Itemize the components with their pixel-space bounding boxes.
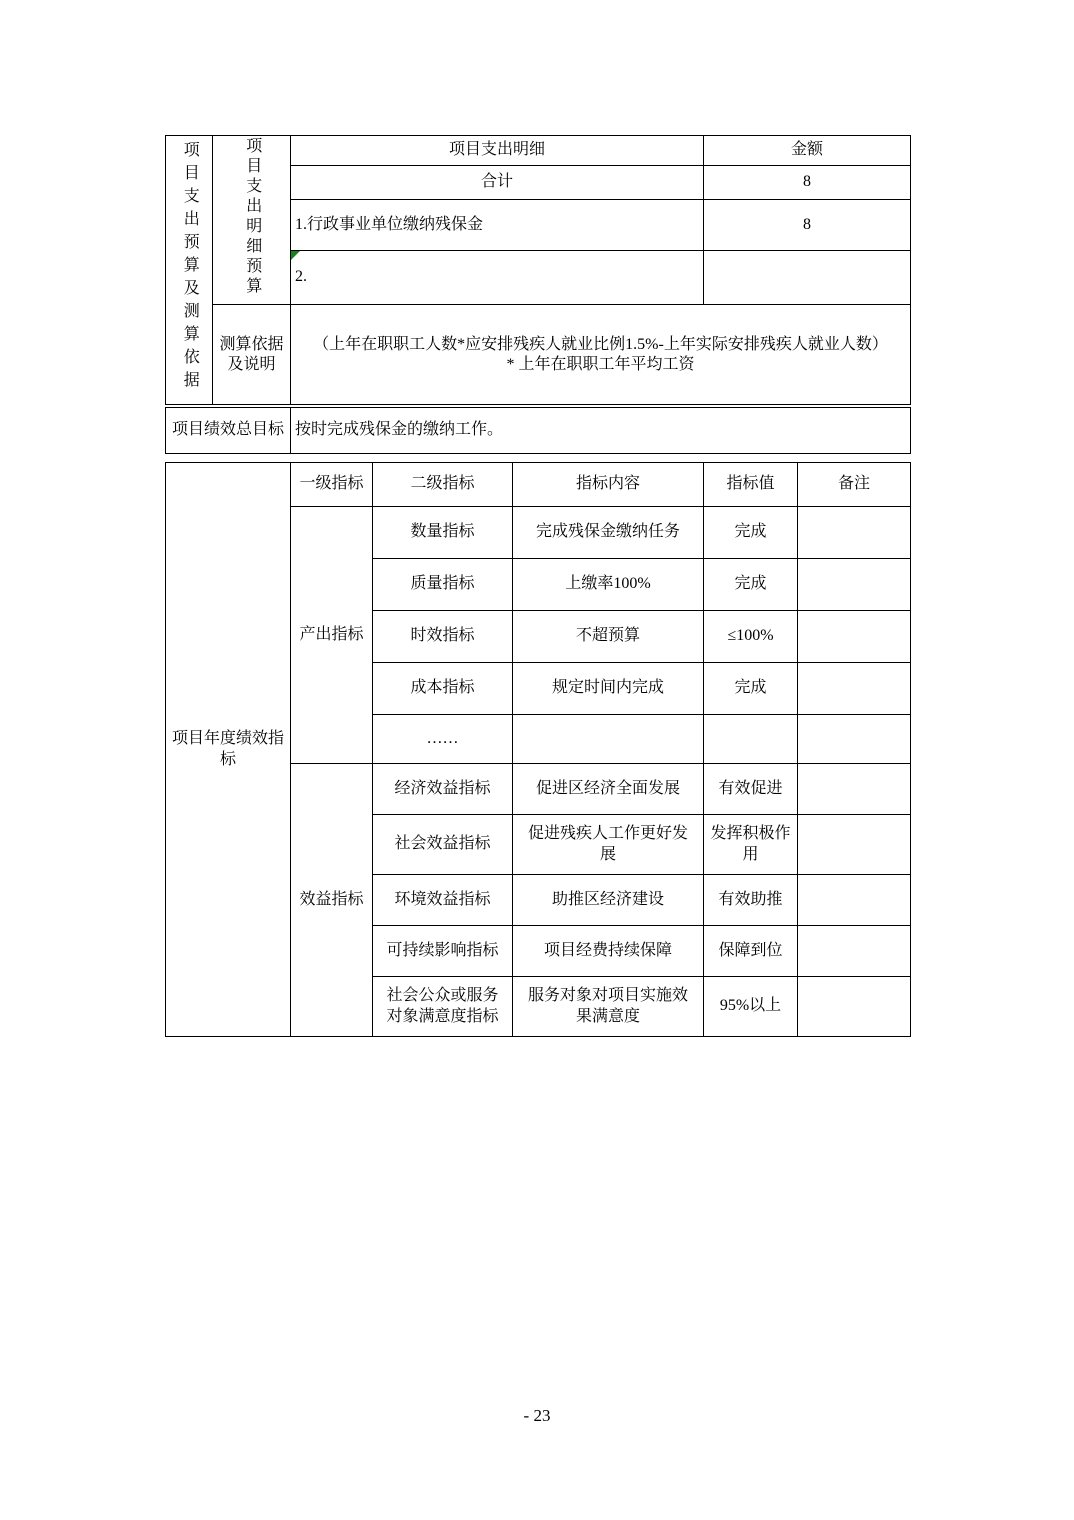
indicator-value: 发挥积极作用	[704, 815, 798, 875]
indicator-level2: 时效指标	[373, 611, 513, 663]
header-level2: 二级指标	[373, 463, 513, 507]
indicator-note	[798, 715, 911, 764]
indicator-level2: ……	[373, 715, 513, 764]
indicator-note	[798, 764, 911, 815]
cell-error-marker-triangle	[291, 251, 300, 260]
indicator-note	[798, 611, 911, 663]
indicator-level2: 社会公众或服务对象满意度指标	[373, 977, 513, 1037]
header-level1: 一级指标	[291, 463, 373, 507]
budget-section-label-cell	[166, 136, 213, 405]
indicator-level2: 数量指标	[373, 507, 513, 559]
indicator-level2: 可持续影响指标	[373, 926, 513, 977]
indicator-value: ≤100%	[704, 611, 798, 663]
indicator-content: 服务对象对项目实施效果满意度	[513, 977, 704, 1037]
indicator-content: 促进区经济全面发展	[513, 764, 704, 815]
basis-content-line2: * 上年在职职工年平均工资	[506, 355, 695, 373]
indicator-note	[798, 507, 911, 559]
detail-row-2-amount	[704, 250, 911, 305]
amount-column-header: 金额	[704, 136, 911, 166]
indicator-content: 上缴率100%	[513, 559, 704, 611]
indicator-content: 不超预算	[513, 611, 704, 663]
indicator-value: 有效助推	[704, 875, 798, 926]
indicator-note	[798, 977, 911, 1037]
goal-table	[165, 407, 911, 454]
page-number: - 23	[523, 1406, 551, 1425]
output-group-label: 产出指标	[291, 507, 373, 764]
detail-row-2-name: 2.	[295, 268, 307, 286]
indicator-value	[704, 715, 798, 764]
total-row-amount: 8	[704, 166, 911, 199]
indicator-note	[798, 559, 911, 611]
indicator-value: 95%以上	[704, 977, 798, 1037]
indicator-level2: 环境效益指标	[373, 875, 513, 926]
indicator-note	[798, 926, 911, 977]
detail-column-header: 项目支出明细	[291, 136, 704, 166]
indicator-content: 助推区经济建设	[513, 875, 704, 926]
indicators-table	[165, 462, 911, 1037]
header-note: 备注	[798, 463, 911, 507]
indicator-value: 完成	[704, 663, 798, 715]
benefit-group-label: 效益指标	[291, 764, 373, 1037]
basis-content-line1: （上年在职职工人数*应安排残疾人就业比例1.5%-上年实际安排残疾人就业人数）	[313, 335, 888, 353]
header-value: 指标值	[704, 463, 798, 507]
indicator-content: 项目经费持续保障	[513, 926, 704, 977]
detail-budget-label: 项目支出明细预算	[243, 137, 261, 297]
indicator-note	[798, 875, 911, 926]
indicator-value: 完成	[704, 507, 798, 559]
indicators-left-label-cell	[166, 463, 291, 1037]
indicator-value: 完成	[704, 559, 798, 611]
detail-row-1-amount: 8	[704, 199, 911, 250]
indicator-content: 促进残疾人工作更好发展	[513, 815, 704, 875]
basis-content-cell	[291, 305, 911, 405]
goal-content-cell: 按时完成残保金的缴纳工作。	[291, 408, 911, 454]
total-row-label: 合计	[291, 166, 704, 199]
detail-budget-label-cell	[213, 136, 291, 305]
indicator-content: 规定时间内完成	[513, 663, 704, 715]
indicator-level2: 质量指标	[373, 559, 513, 611]
indicator-note	[798, 815, 911, 875]
budget-table	[165, 135, 911, 405]
indicator-value: 有效促进	[704, 764, 798, 815]
budget-section-label: 项目支出预算及测算依据	[181, 140, 199, 394]
indicator-level2: 成本指标	[373, 663, 513, 715]
indicator-content	[513, 715, 704, 764]
indicator-value: 保障到位	[704, 926, 798, 977]
indicator-note	[798, 663, 911, 715]
header-content: 指标内容	[513, 463, 704, 507]
indicator-level2: 经济效益指标	[373, 764, 513, 815]
basis-label-cell: 测算依据及说明	[213, 305, 291, 405]
indicator-level2: 社会效益指标	[373, 815, 513, 875]
detail-row-2-name-cell	[291, 250, 704, 305]
indicators-left-label: 项目年度绩效指标	[171, 730, 284, 768]
detail-row-1-name: 1.行政事业单位缴纳残保金	[291, 199, 704, 250]
goal-label-cell: 项目绩效总目标	[166, 408, 291, 454]
indicator-content: 完成残保金缴纳任务	[513, 507, 704, 559]
